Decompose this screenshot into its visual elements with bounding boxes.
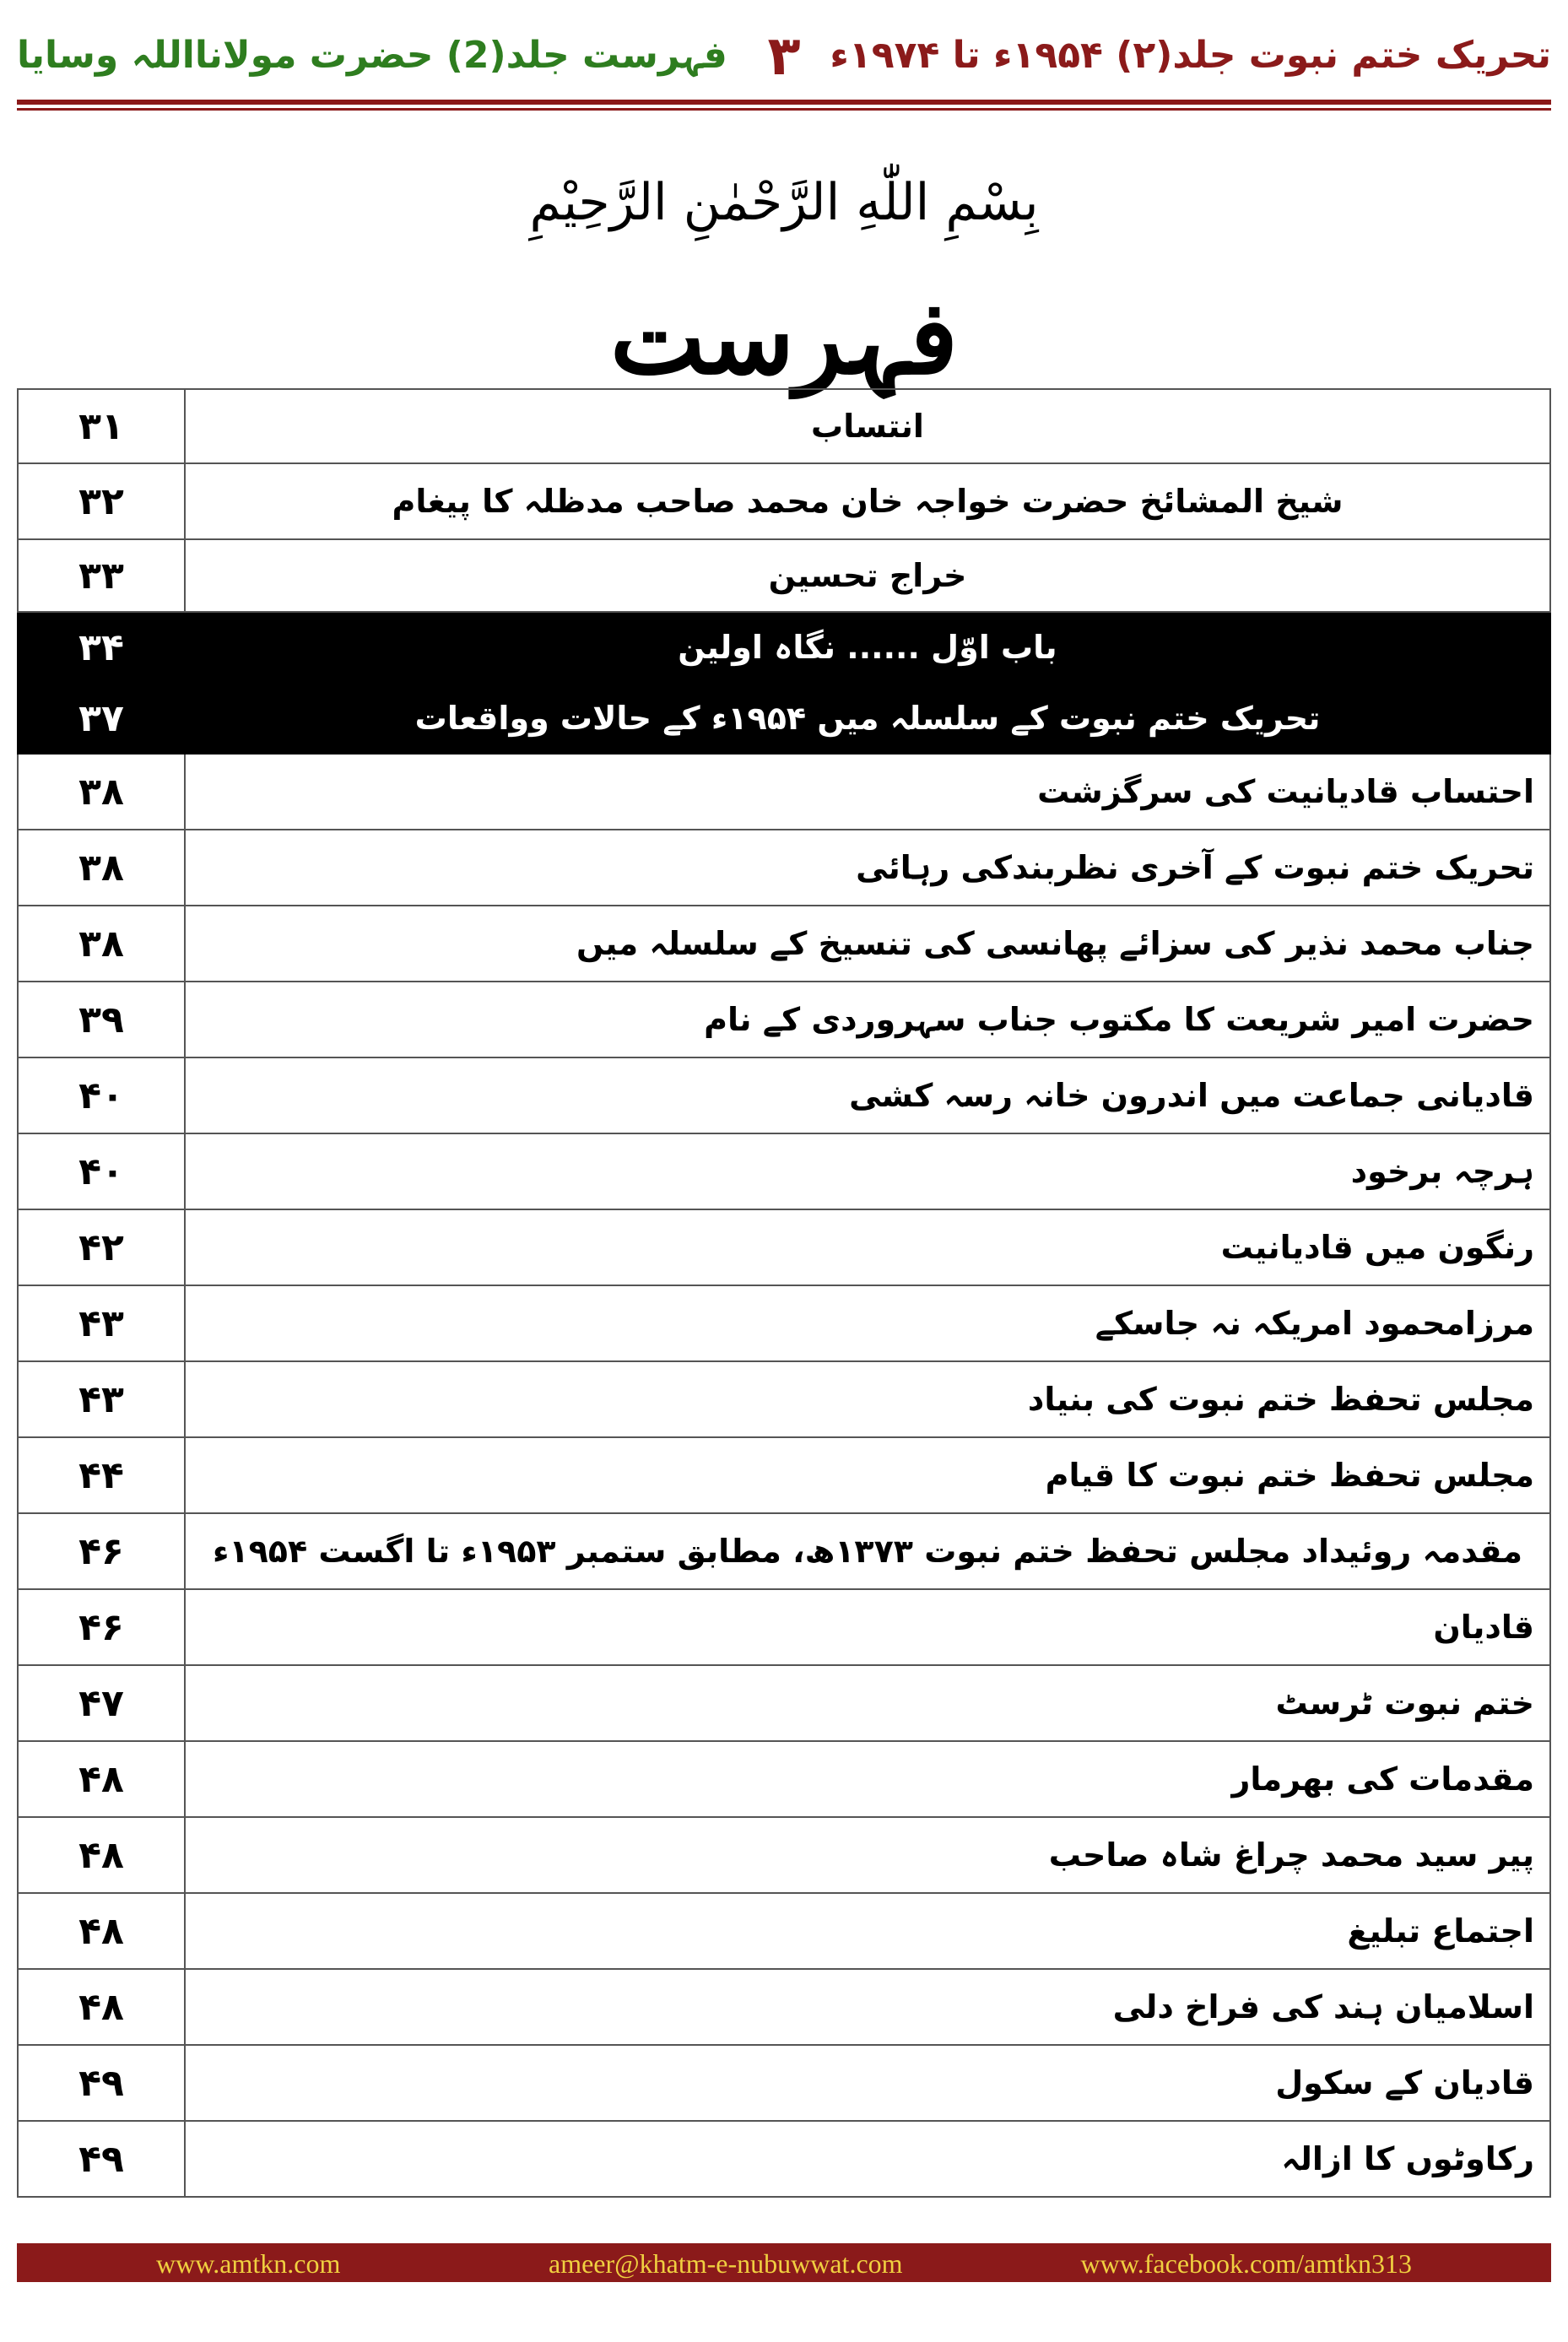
toc-entry-title: جناب محمد نذیر کی سزائے پھانسی کی تنسیخ کے سلسلہ میں bbox=[185, 906, 1550, 982]
toc-row bbox=[18, 1513, 1550, 1589]
toc-row bbox=[18, 1133, 1550, 1209]
toc-page-number: ۴۸ bbox=[18, 1817, 185, 1893]
toc-page-number: ۳۴ bbox=[18, 612, 185, 683]
toc-row bbox=[18, 1589, 1550, 1665]
toc-row bbox=[18, 1437, 1550, 1513]
toc-page-number: ۳۸ bbox=[18, 754, 185, 830]
toc-page-number: ۴۶ bbox=[18, 1513, 185, 1589]
toc-entry-title: مقدمہ روئیداد مجلس تحفظ ختم نبوت ۱۳۷۳ھ، مطابق ستمبر ۱۹۵۳ء تا اگست ۱۹۵۴ء bbox=[185, 1513, 1550, 1589]
toc-page-number: ۴۷ bbox=[18, 1665, 185, 1741]
toc-entry-title: انتساب bbox=[185, 389, 1550, 463]
toc-entry-title: ہرچہ برخود bbox=[185, 1133, 1550, 1209]
toc-page-number: ۴۸ bbox=[18, 1893, 185, 1969]
toc-row bbox=[18, 1893, 1550, 1969]
toc-entry-title: مجلس تحفظ ختم نبوت کا قیام bbox=[185, 1437, 1550, 1513]
toc-row bbox=[18, 612, 1550, 683]
toc-entry-title: تحریک ختم نبوت کے سلسلہ میں ۱۹۵۴ء کے حالات وواقعات bbox=[185, 683, 1550, 754]
page-header bbox=[0, 25, 1568, 88]
toc-page-number: ۴۳ bbox=[18, 1361, 185, 1437]
toc-entry-title: قادیان کے سکول bbox=[185, 2045, 1550, 2121]
toc-row bbox=[18, 389, 1550, 463]
toc-row bbox=[18, 754, 1550, 830]
toc-row bbox=[18, 2045, 1550, 2121]
page-title: فہرست bbox=[609, 279, 959, 398]
toc-entry-title: ختم نبوت ٹرسٹ bbox=[185, 1665, 1550, 1741]
bismillah-calligraphy: بِسْمِ اللّٰهِ الرَّحْمٰنِ الرَّحِیْمِ bbox=[529, 173, 1039, 232]
toc-row bbox=[18, 1665, 1550, 1741]
header-left-title: فہرست جلد(2) حضرت مولانااللہ وسایا bbox=[17, 34, 727, 77]
header-rule-thick bbox=[17, 100, 1551, 105]
toc-entry-title: رنگون میں قادیانیت bbox=[185, 1209, 1550, 1285]
toc-page-number: ۴۸ bbox=[18, 1969, 185, 2045]
toc-page-number: ۴۴ bbox=[18, 1437, 185, 1513]
toc-page-number: ۴۰ bbox=[18, 1057, 185, 1133]
toc-entry-title: قادیانی جماعت میں اندرون خانہ رسہ کشی bbox=[185, 1057, 1550, 1133]
toc-entry-title: پیر سید محمد چراغ شاہ صاحب bbox=[185, 1817, 1550, 1893]
toc-table bbox=[17, 388, 1551, 2198]
toc-entry-title: اسلامیان ہند کی فراخ دلی bbox=[185, 1969, 1550, 2045]
footer-bar bbox=[17, 2243, 1551, 2282]
toc-entry-title: باب اوّل ...... نگاہ اولین bbox=[185, 612, 1550, 683]
header-right-title: تحریک ختم نبوت جلد(۲) ۱۹۵۴ء تا ۱۹۷۴ء bbox=[830, 34, 1551, 77]
toc-entry-title: خراج تحسین bbox=[185, 539, 1550, 612]
toc-row bbox=[18, 1209, 1550, 1285]
toc-entry-title: حضرت امیر شریعت کا مکتوب جناب سہروردی کے نام bbox=[185, 982, 1550, 1057]
toc-row bbox=[18, 906, 1550, 982]
toc-entry-title: قادیان bbox=[185, 1589, 1550, 1665]
toc-entry-title: تحریک ختم نبوت کے آخری نظربندکی رہائی bbox=[185, 830, 1550, 906]
toc-page-number: ۳۱ bbox=[18, 389, 185, 463]
toc-page-number: ۳۹ bbox=[18, 982, 185, 1057]
toc-page-number: ۴۶ bbox=[18, 1589, 185, 1665]
toc-page-number: ۳۳ bbox=[18, 539, 185, 612]
header-rule-thin bbox=[17, 108, 1551, 111]
toc-entry-title: مرزامحمود امریکہ نہ جاسکے bbox=[185, 1285, 1550, 1361]
toc-page-number: ۳۸ bbox=[18, 906, 185, 982]
toc-row bbox=[18, 463, 1550, 539]
toc-page-number: ۴۳ bbox=[18, 1285, 185, 1361]
toc-row bbox=[18, 1361, 1550, 1437]
toc-page-number: ۴۹ bbox=[18, 2121, 185, 2197]
toc-row bbox=[18, 1285, 1550, 1361]
toc-row bbox=[18, 982, 1550, 1057]
toc-row bbox=[18, 1741, 1550, 1817]
footer-website: www.amtkn.com bbox=[156, 2248, 341, 2279]
toc-row bbox=[18, 539, 1550, 612]
toc-row bbox=[18, 2121, 1550, 2197]
toc-row bbox=[18, 683, 1550, 754]
toc-row bbox=[18, 1817, 1550, 1893]
toc-entry-title: اجتماع تبلیغ bbox=[185, 1893, 1550, 1969]
toc-page-number: ۴۰ bbox=[18, 1133, 185, 1209]
toc-row bbox=[18, 1057, 1550, 1133]
toc-row bbox=[18, 830, 1550, 906]
toc-page-number: ۴۹ bbox=[18, 2045, 185, 2121]
footer-email: ameer@khatm-e-nubuwwat.com bbox=[549, 2248, 903, 2279]
toc-page-number: ۳۲ bbox=[18, 463, 185, 539]
toc-page-number: ۳۷ bbox=[18, 683, 185, 754]
toc-row bbox=[18, 1969, 1550, 2045]
toc-page-number: ۴۸ bbox=[18, 1741, 185, 1817]
toc-entry-title: مقدمات کی بھرمار bbox=[185, 1741, 1550, 1817]
page-number: ۳ bbox=[767, 25, 801, 88]
toc-entry-title: شیخ المشائخ حضرت خواجہ خان محمد صاحب مدظلہ کا پیغام bbox=[185, 463, 1550, 539]
toc-page-number: ۴۲ bbox=[18, 1209, 185, 1285]
toc-entry-title: مجلس تحفظ ختم نبوت کی بنیاد bbox=[185, 1361, 1550, 1437]
toc-page-number: ۳۸ bbox=[18, 830, 185, 906]
toc-entry-title: احتساب قادیانیت کی سرگزشت bbox=[185, 754, 1550, 830]
toc-entry-title: رکاوٹوں کا ازالہ bbox=[185, 2121, 1550, 2197]
footer-facebook: www.facebook.com/amtkn313 bbox=[1080, 2248, 1412, 2279]
